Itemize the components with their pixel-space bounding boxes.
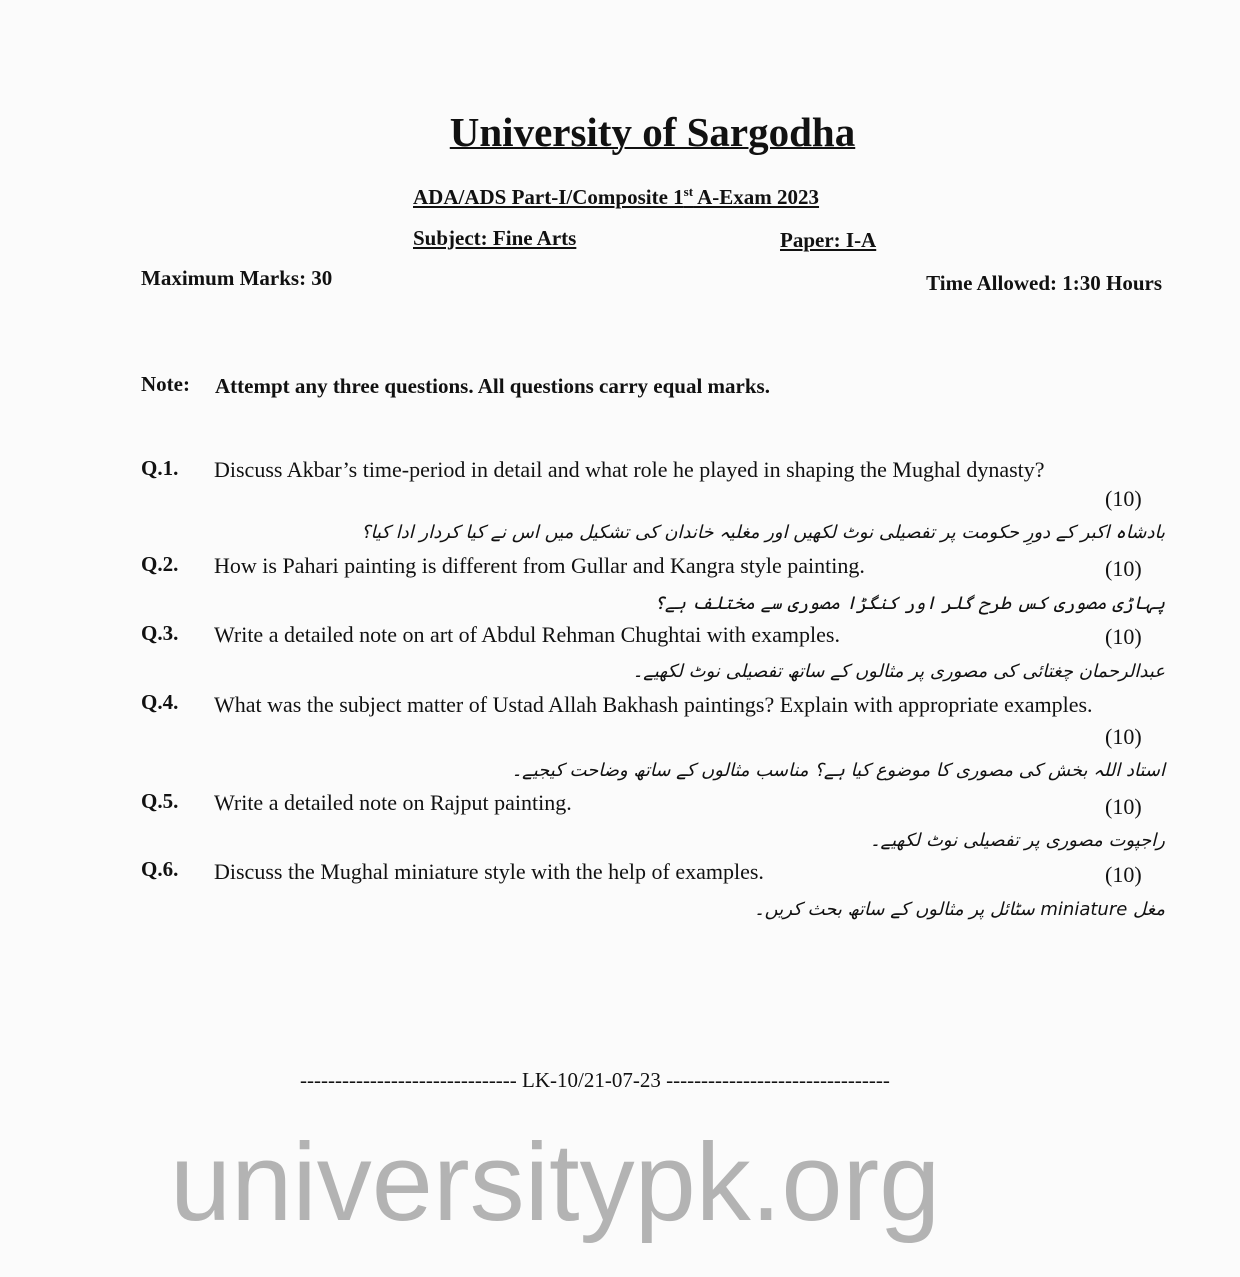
question-number: Q.1. [141, 456, 179, 480]
question-text: What was the subject matter of Ustad Allah Bakhash paintings? Explain with appropriate examples. [214, 692, 1093, 717]
question-marks: (10) [1105, 862, 1142, 887]
question-urdu: عبدالرحمان چغتائی کی مصوری پر مثالوں کے ساتھ تفصیلی نوٹ لکھیے۔ [632, 661, 1165, 682]
question-number: Q.3. [141, 621, 179, 645]
question-marks: (10) [1105, 724, 1142, 749]
exam-title-main: ADA/ADS Part-I/Composite 1 [413, 185, 684, 209]
question-number: Q.4. [141, 690, 179, 714]
question-text: Write a detailed note on Rajput painting. [214, 790, 572, 815]
question-marks: (10) [1105, 624, 1142, 649]
question-number: Q.6. [141, 857, 179, 881]
subject: Subject: Fine Arts [413, 226, 577, 250]
question-number: Q.2. [141, 552, 179, 576]
watermark: universitypk.org [170, 1121, 941, 1244]
question-urdu: پہاڑی مصوری کس طرح گلر اور کنگڑا مصوری سے مختلف ہے؟ [654, 593, 1165, 614]
paper: Paper: I-A [780, 228, 877, 252]
university-title: University of Sargodha [449, 109, 856, 155]
note-label: Note: [141, 372, 190, 396]
question-urdu: استاد اللہ بخش کی مصوری کا موضوع کیا ہے؟ مناسب مثالوں کے ساتھ وضاحت کیجیے۔ [511, 760, 1165, 781]
question-urdu: مغل miniature سٹائل پر مثالوں کے ساتھ بحث کریں۔ [754, 899, 1165, 920]
exam-title-rest: A-Exam 2023 [693, 185, 820, 209]
question-text: How is Pahari painting is different from Gullar and Kangra style painting. [214, 553, 865, 578]
question-text: Discuss Akbar’s time-period in detail and what role he played in shaping the Mughal dynasty? [214, 457, 1045, 482]
exam-title [413, 184, 819, 210]
note-text: Attempt any three questions. All questions carry equal marks. [215, 374, 770, 398]
question-urdu: بادشاہ اکبر کے دورِ حکومت پر تفصیلی نوٹ لکھیں اور مغلیہ خاندان کی تشکیل میں اس نے کیا کردار ادا کیا؟ [361, 522, 1165, 543]
question-urdu: راجپوت مصوری پر تفصیلی نوٹ لکھیے۔ [870, 830, 1165, 851]
maximum-marks: Maximum Marks: 30 [141, 266, 333, 290]
question-text: Write a detailed note on art of Abdul Rehman Chughtai with examples. [214, 622, 840, 647]
question-number: Q.5. [141, 789, 179, 813]
question-text: Discuss the Mughal miniature style with the help of examples. [214, 859, 764, 884]
exam-title-sup: st [683, 184, 694, 199]
question-marks: (10) [1105, 486, 1142, 511]
question-marks: (10) [1105, 556, 1142, 581]
footer-code: ------------------------------- LK-10/21-07-23 -------------------------------- [300, 1068, 890, 1092]
time-allowed: Time Allowed: 1:30 Hours [926, 271, 1162, 295]
question-marks: (10) [1105, 794, 1142, 819]
